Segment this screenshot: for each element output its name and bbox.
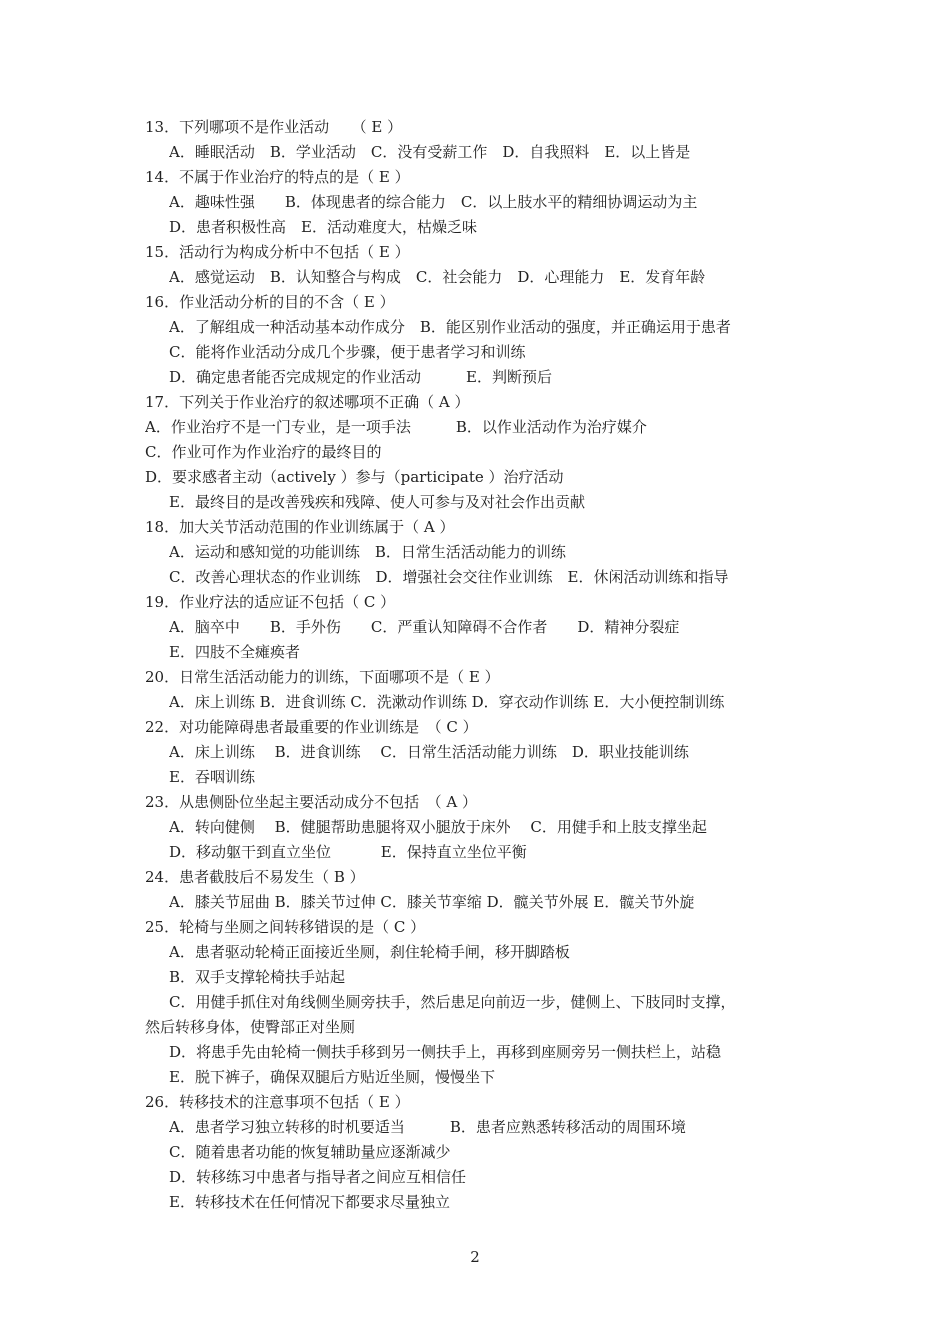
options-15: A．感觉运动 B．认知整合与构成 C．社会能力 D．心理能力 E．发育年龄: [169, 268, 706, 286]
options-25-c: C．用健手抓住对角线侧坐厕旁扶手，然后患足向前迈一步，健侧上、下肢同时支撑，: [169, 993, 736, 1011]
options-24: A．膝关节屈曲 B．膝关节过伸 C．膝关节挛缩 D．髋关节外展 E．髋关节外旋: [169, 893, 695, 911]
question-16: 16．作业活动分析的目的不含（ E ）: [145, 293, 395, 311]
question-13: 13．下列哪项不是作业活动 （ E ）: [145, 118, 403, 136]
question-25: 25．轮椅与坐厕之间转移错误的是（ C ）: [145, 918, 426, 936]
options-18-a-b: A．运动和感知觉的功能训练 B．日常生活活动能力的训练: [169, 543, 566, 561]
options-26-c: C．随着患者功能的恢复辅助量应逐渐减少: [169, 1143, 451, 1161]
options-19-e: E．四肢不全瘫痪者: [169, 643, 300, 661]
question-14: 14．不属于作业治疗的特点的是（ E ）: [145, 168, 410, 186]
options-23-d-e: D．移动躯干到直立坐位 E．保持直立坐位平衡: [169, 843, 527, 861]
options-26-e: E．转移技术在任何情况下都要求尽量独立: [169, 1193, 450, 1211]
options-23-a-c: A．转向健侧 B．健腿帮助患腿将双小腿放于床外 C．用健手和上肢支撑坐起: [169, 818, 707, 836]
question-20: 20．日常生活活动能力的训练，下面哪项不是（ E ）: [145, 668, 500, 686]
options-17-e: E．最终目的是改善残疾和残障、使人可参与及对社会作出贡献: [169, 493, 585, 511]
options-25-c-continued: 然后转移身体，使臀部正对坐厕: [145, 1018, 356, 1036]
options-22-e: E．吞咽训练: [169, 768, 255, 786]
question-18: 18．加大关节活动范围的作业训练属于（ A ）: [145, 518, 455, 536]
options-16-c: C．能将作业活动分成几个步骤，便于患者学习和训练: [169, 343, 526, 361]
question-23: 23．从患侧卧位坐起主要活动成分不包括 （ A ）: [145, 793, 477, 811]
question-15: 15．活动行为构成分析中不包括（ E ）: [145, 243, 410, 261]
options-14-d-e: D．患者积极性高 E．活动难度大，枯燥乏味: [169, 218, 477, 236]
options-25-e: E．脱下裤子，确保双腿后方贴近坐厕，慢慢坐下: [169, 1068, 495, 1086]
options-25-d: D．将患手先由轮椅一侧扶手移到另一侧扶手上，再移到座厕旁另一侧扶栏上，站稳: [169, 1043, 722, 1061]
options-26-d: D．转移练习中患者与指导者之间应互相信任: [169, 1168, 467, 1186]
options-26-a-b: A．患者学习独立转移的时机要适当 B．患者应熟悉转移活动的周围环境: [169, 1118, 686, 1136]
question-17: 17．下列关于作业治疗的叙述哪项不正确（ A ）: [145, 393, 470, 411]
question-22: 22．对功能障碍患者最重要的作业训练是 （ C ）: [145, 718, 478, 736]
options-14-a-c: A．趣味性强 B．体现患者的综合能力 C．以上肢水平的精细协调运动为主: [169, 193, 698, 211]
options-18-c-e: C．改善心理状态的作业训练 D．增强社会交往作业训练 E．休闲活动训练和指导: [169, 568, 729, 586]
options-20: A．床上训练 B．进食训练 C．洗漱动作训练 D．穿衣动作训练 E．大小便控制训练: [169, 693, 725, 711]
options-17-c: C．作业可作为作业治疗的最终目的: [145, 443, 382, 461]
options-13: A．睡眠活动 B．学业活动 C．没有受薪工作 D．自我照料 E．以上皆是: [169, 143, 691, 161]
options-16-a-b: A．了解组成一种活动基本动作成分 B．能区别作业活动的强度，并正确运用于患者: [169, 318, 731, 336]
options-22-a-d: A．床上训练 B．进食训练 C．日常生活活动能力训练 D．职业技能训练: [169, 743, 689, 761]
page-number: 2: [470, 1248, 480, 1266]
options-16-d-e: D．确定患者能否完成规定的作业活动 E．判断预后: [169, 368, 552, 386]
options-17-d: D．要求感者主动（actively ）参与（participate ）治疗活动: [145, 468, 564, 486]
question-26: 26．转移技术的注意事项不包括（ E ）: [145, 1093, 410, 1111]
question-19: 19．作业疗法的适应证不包括（ C ）: [145, 593, 396, 611]
options-19-a-d: A．脑卒中 B．手外伤 C．严重认知障碍不合作者 D．精神分裂症: [169, 618, 680, 636]
options-17-a-b: A．作业治疗不是一门专业，是一项手法 B．以作业活动作为治疗媒介: [145, 418, 647, 436]
options-25-b: B．双手支撑轮椅扶手站起: [169, 968, 346, 986]
options-25-a: A．患者驱动轮椅正面接近坐厕，刹住轮椅手闸，移开脚踏板: [169, 943, 570, 961]
question-24: 24．患者截肢后不易发生（ B ）: [145, 868, 365, 886]
